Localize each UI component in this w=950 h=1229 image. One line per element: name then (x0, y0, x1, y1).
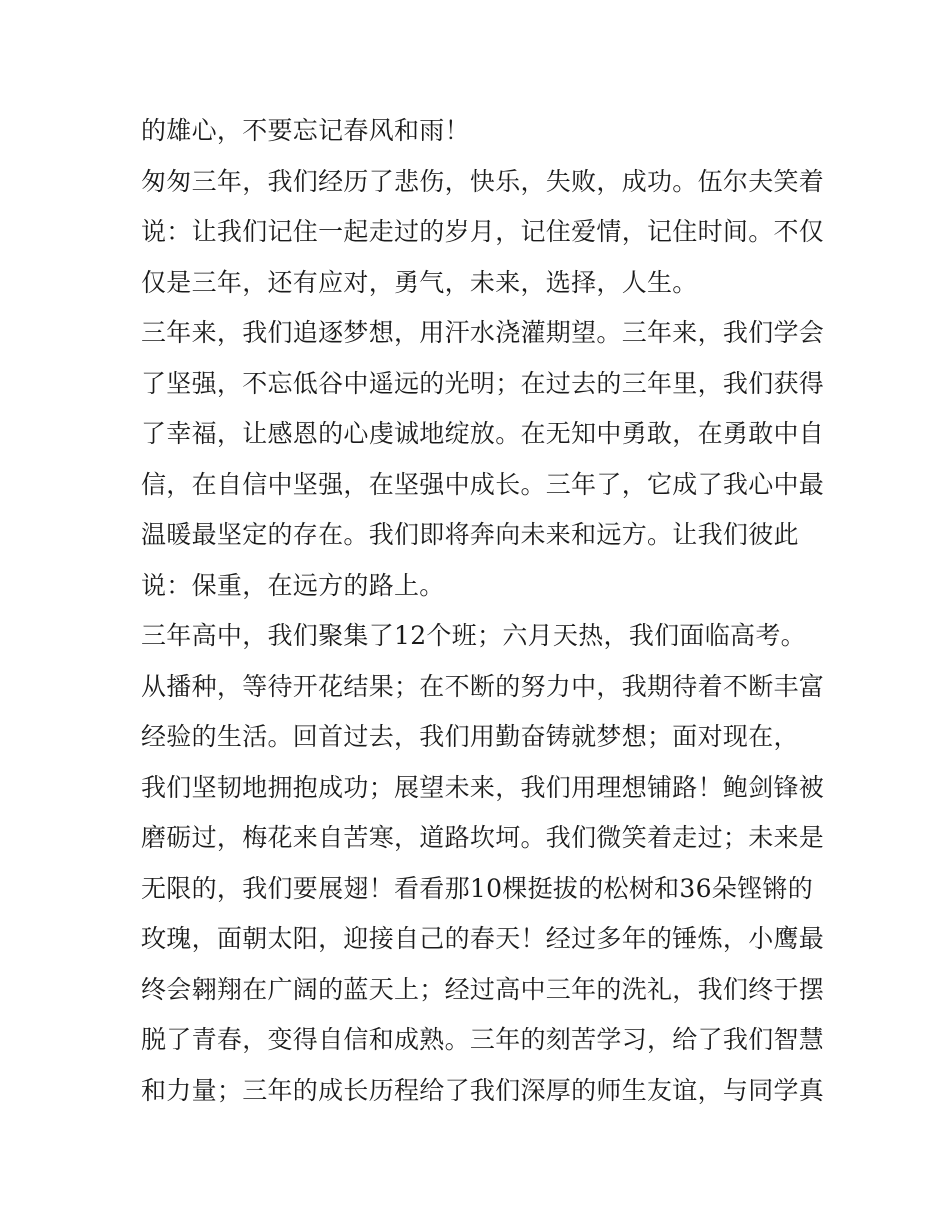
text-line: 终会翱翔在广阔的蓝天上；经过高中三年的洗礼，我们终于摆 (141, 974, 825, 1004)
text-line: 和力量；三年的成长历程给了我们深厚的师生友谊，与同学真 (141, 1075, 825, 1105)
text-line: 我们坚韧地拥抱成功；展望未来，我们用理想铺路！鲍剑锋被 (141, 772, 825, 802)
text-line: 从播种，等待开花结果；在不断的努力中，我期待着不断丰富 (141, 671, 825, 701)
text-line: 玫瑰，面朝太阳，迎接自己的春天！经过多年的锤炼，小鹰最 (141, 924, 825, 953)
text-line: 无限的，我们要展翅！看看那10棵挺拔的松树和36朵铿锵的 (141, 873, 814, 903)
text-line: 三年高中，我们聚集了12个班；六月天热，我们面临高考。 (141, 621, 806, 650)
text-line: 了幸福，让感恩的心虔诚地绽放。在无知中勇敢，在勇敢中自 (141, 419, 825, 448)
text-line: 仅是三年，还有应对，勇气，未来，选择，人生。 (141, 267, 698, 297)
text-line: 了坚强，不忘低谷中遥远的光明；在过去的三年里，我们获得 (141, 368, 825, 398)
text-line: 信，在自信中坚强，在坚强中成长。三年了，它成了我心中最 (141, 469, 825, 499)
text-line: 说：让我们记住一起走过的岁月，记住爱情，记住时间。不仅 (141, 217, 825, 246)
text-line: 的雄心，不要忘记春风和雨！ (141, 116, 470, 145)
text-line: 脱了青春，变得自信和成熟。三年的刻苦学习，给了我们智慧 (141, 1025, 825, 1054)
body-text (141, 106, 825, 1116)
text-line: 温暖最坚定的存在。我们即将奔向未来和远方。让我们彼此 (141, 520, 799, 549)
text-line: 经验的生活。回首过去，我们用勤奋铸就梦想；面对现在， (141, 722, 799, 751)
text-line: 磨砺过，梅花来自苦寒，道路坎坷。我们微笑着走过；未来是 (141, 823, 825, 852)
text-line: 三年来，我们追逐梦想，用汗水浇灌期望。三年来，我们学会 (141, 318, 825, 347)
text-line: 说：保重，在远方的路上。 (141, 570, 445, 600)
text-line: 匆匆三年，我们经历了悲伤，快乐，失败，成功。伍尔夫笑着 (141, 166, 825, 196)
